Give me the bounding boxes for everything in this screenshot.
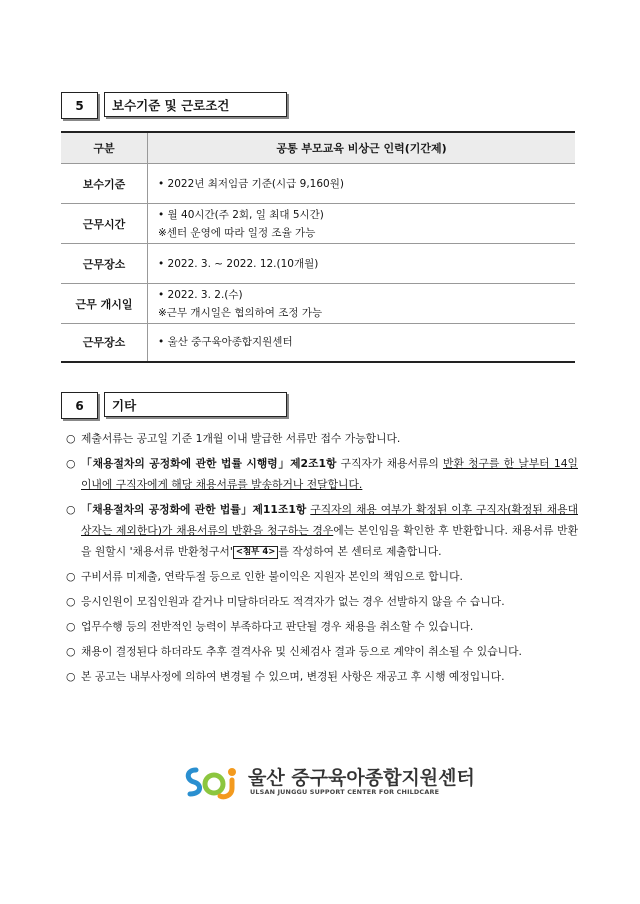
note-text: 제출서류는 공고일 기준 1개월 이내 발급한 서류만 접수 가능합니다.: [81, 432, 401, 445]
row-value: [148, 164, 576, 204]
bullet-mark: ○: [66, 503, 76, 516]
center-logo-icon: [182, 762, 244, 802]
law-reference: 「채용절차의 공정화에 관한 법률 시행령」제2조1항: [81, 457, 337, 470]
center-logo: [182, 762, 475, 802]
row-line: • 울산 중구육아종합지원센터: [158, 336, 293, 349]
bullet-mark: ○: [66, 432, 76, 445]
row-label: 근무장소: [61, 324, 148, 362]
list-item: [66, 453, 578, 495]
list-item: [66, 666, 578, 687]
note-underlined-text: 반환 청구를 한 날부터 14일 이내에 구직자에게 해당 채용서류를 발송하거나 전달합니다.: [81, 457, 578, 491]
note-text: 업무수행 등의 전반적인 능력이 부족하다고 판단될 경우 채용을 취소할 수 있습니다.: [81, 620, 474, 633]
row-value: [148, 284, 576, 324]
note-text: 를 작성하여 본 센터로 제출합니다.: [278, 545, 442, 558]
section-title: 보수기준 및 근로조건: [104, 92, 287, 117]
row-value: [148, 244, 576, 284]
section-number: 6: [61, 392, 98, 419]
list-item: [66, 616, 578, 637]
row-label: 근무 개시일: [61, 284, 148, 324]
row-label: 보수기준: [61, 164, 148, 204]
row-line: • 2022. 3. 2.(수): [158, 288, 243, 301]
bullet-mark: ○: [66, 620, 76, 633]
conditions-table: [61, 131, 575, 363]
table-row: [61, 324, 575, 362]
bullet-mark: ○: [66, 645, 76, 658]
section-number: 5: [61, 92, 98, 119]
row-line: ※근무 개시일은 협의하여 조정 가능: [158, 306, 323, 319]
list-item: [66, 428, 578, 449]
note-text: 구비서류 미제출, 연락두절 등으로 인한 불이익은 지원자 본인의 책임으로 합니다.: [81, 570, 463, 583]
bullet-mark: ○: [66, 570, 76, 583]
column-header-position: 공통 부모교육 비상근 인력(기간제): [148, 132, 576, 164]
row-value: [148, 324, 576, 362]
note-underlined-text: 구직자의 채용 여부가 확정된 이후 구직자(확정된 채용대상자는 제외한다)가 채용서류의 반환을 청구하는 경우: [81, 503, 579, 537]
table-header-row: [61, 132, 575, 164]
table-row: [61, 204, 575, 244]
section-title: 기타: [104, 392, 287, 417]
list-item: [66, 641, 578, 662]
attachment-tag: <첨부 4>: [233, 546, 279, 559]
bullet-mark: ○: [66, 670, 76, 683]
row-label: 근무시간: [61, 204, 148, 244]
notes-list: [66, 428, 578, 691]
row-line: • 2022. 3. ~ 2022. 12.(10개월): [158, 257, 319, 270]
note-text: 채용이 결정된다 하더라도 추후 결격사유 및 신체검사 결과 등으로 계약이 취소될 수 있습니다.: [81, 645, 522, 658]
note-text: 응시인원이 모집인원과 같거나 미달하더라도 적격자가 없는 경우 선발하지 않을 수 습니다.: [81, 595, 505, 608]
row-line: • 월 40시간(주 2회, 일 최대 5시간): [158, 208, 324, 221]
note-text: 구직자가 채용서류의: [336, 457, 444, 470]
law-reference: 「채용절차의 공정화에 관한 법률」제11조1항: [81, 503, 307, 516]
list-item: [66, 591, 578, 612]
table-row: [61, 164, 575, 204]
column-header-category: 구분: [61, 132, 148, 164]
table-row: [61, 244, 575, 284]
row-label: 근무장소: [61, 244, 148, 284]
bullet-mark: ○: [66, 457, 76, 470]
row-line: • 2022년 최저임금 기준(시급 9,160원): [158, 177, 344, 190]
center-name-english: ULSAN JUNGGU SUPPORT CENTER FOR CHILDCARE: [250, 788, 440, 796]
center-name-korean: 울산 중구육아종합지원센터: [248, 767, 475, 789]
note-text: 본 공고는 내부사정에 의하여 변경될 수 있으며, 변경된 사항은 재공고 후 시행 예정입니다.: [81, 670, 505, 683]
list-item: [66, 499, 578, 562]
row-value: [148, 204, 576, 244]
row-line: ※센터 운영에 따라 일정 조율 가능: [158, 226, 316, 239]
bullet-mark: ○: [66, 595, 76, 608]
note-text: 에는 본인임을 확인한 후 반환합니다. 채용서류 반환을 원할시 '채용서류 반환청구서': [81, 524, 578, 558]
table-row: [61, 284, 575, 324]
list-item: [66, 566, 578, 587]
